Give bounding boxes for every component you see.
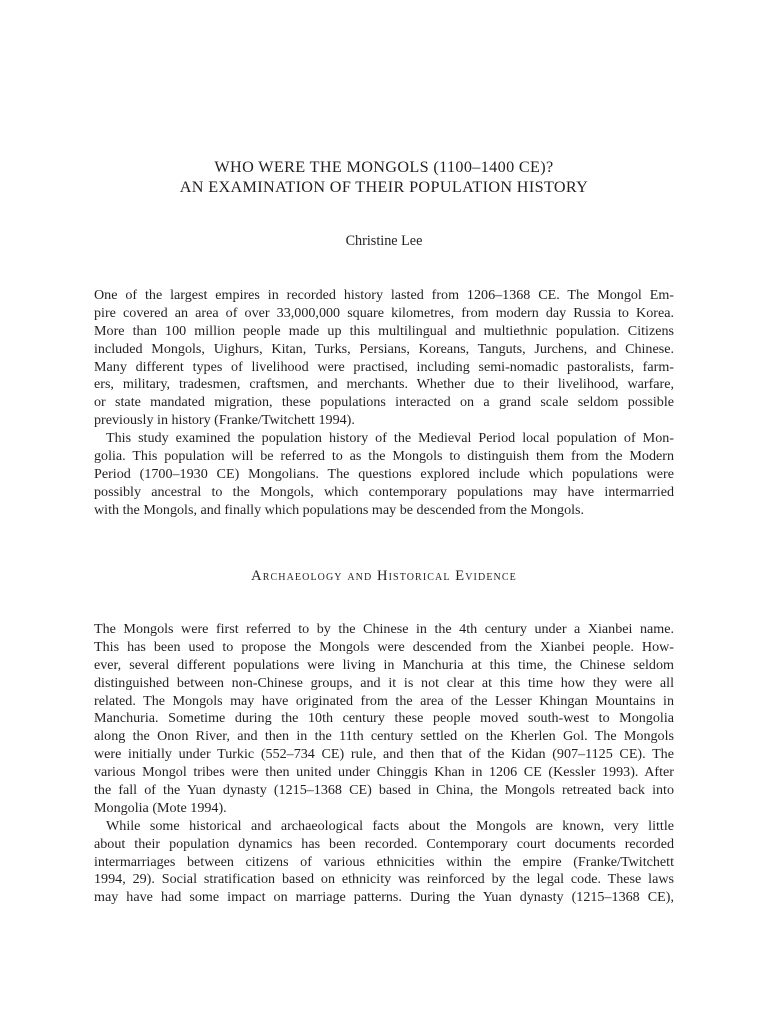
text-line: related. The Mongols may have originated from the area of the Lesser Khingan Mountains in [94,692,674,709]
text-line: included Mongols, Uighurs, Kitan, Turks, Persians, Koreans, Tanguts, Jurchens, and Chinese. [94,340,674,357]
text-line: distinguished between non-Chinese groups, and it is not clear at this time how they were all [94,674,674,691]
text-line: This study examined the population history of the Medieval Period local population of Mon- [106,430,674,447]
abstract-paragraph-2 [94,430,674,519]
text-line: ever, several different populations were living in Manchuria at this time, the Chinese seldom [94,656,674,673]
text-line: This has been used to propose the Mongols were descended from the Xianbei people. How- [94,638,674,655]
body-paragraph-2 [94,818,674,907]
text-line: pire covered an area of over 33,000,000 square kilometres, from modern day Russia to Korea. [94,304,674,321]
text-line: possibly ancestral to the Mongols, which contemporary populations may have intermarried [94,483,674,500]
text-line: The Mongols were first referred to by the Chinese in the 4th century under a Xianbei name. [94,621,674,637]
text-line: golia. This population will be referred to as the Mongols to distinguish them from the Modern [94,448,674,465]
text-line: More than 100 million people made up this multilingual and multiethnic population. Citizens [94,322,674,339]
text-line: previously in history (Franke/Twitchett 1994). [94,412,355,429]
text-line: 1994, 29). Social stratification based on ethnicity was reinforced by the legal code. These laws [94,871,674,888]
text-line: various Mongol tribes were then united under Chinggis Khan in 1206 CE (Kessler 1993). After [94,764,674,781]
body-paragraph-1 [94,621,674,818]
text-line: with the Mongols, and finally which populations may be descended from the Mongols. [94,501,585,518]
text-line: Many different types of livelihood were practised, including semi-nomadic pastoralists, farm- [94,358,674,375]
author-name: Christine Lee [345,233,423,249]
text-line: the fall of the Yuan dynasty (1215–1368 CE) based in China, the Mongols retreated back into [94,782,674,799]
text-line: One of the largest empires in recorded history lasted from 1206–1368 CE. The Mongol Em- [94,287,674,303]
text-line: Manchuria. Sometime during the 10th century these people moved south-west to Mongolia [94,710,674,727]
abstract-paragraph-1 [94,287,674,430]
section-heading: Archaeology and Historical Evidence [251,568,517,584]
text-line: or state mandated migration, these populations interacted on a grand scale seldom possible [94,394,674,411]
abstract [94,287,674,520]
title-line-2: AN EXAMINATION OF THEIR POPULATION HISTORY [179,178,589,196]
section-body [94,621,674,907]
text-line: Period (1700–1930 CE) Mongolians. The questions explored include which populations were [94,465,674,482]
text-line: may have had some impact on marriage patterns. During the Yuan dynasty (1215–1368 CE), [94,889,674,906]
text-line: ers, military, tradesmen, craftsmen, and merchants. Whether due to their livelihood, warfare, [94,376,674,393]
title-line-1: WHO WERE THE MONGOLS (1100–1400 CE)? [214,158,554,176]
text-line: intermarriages between citizens of various ethnicities within the empire (Franke/Twitchett [94,853,674,870]
text-line: While some historical and archaeological facts about the Mongols are known, very little [106,817,674,834]
text-line: were initially under Turkic (552–734 CE) rule, and then that of the Kidan (907–1125 CE). The [94,746,674,763]
text-line: Mongolia (Mote 1994). [94,799,227,816]
text-line: along the Onon River, and then in the 11th century settled on the Kherlen Gol. The Mongols [94,728,674,745]
paper-title [94,157,674,197]
text-line: about their population dynamics has been recorded. Contemporary court documents recorded [94,835,674,852]
